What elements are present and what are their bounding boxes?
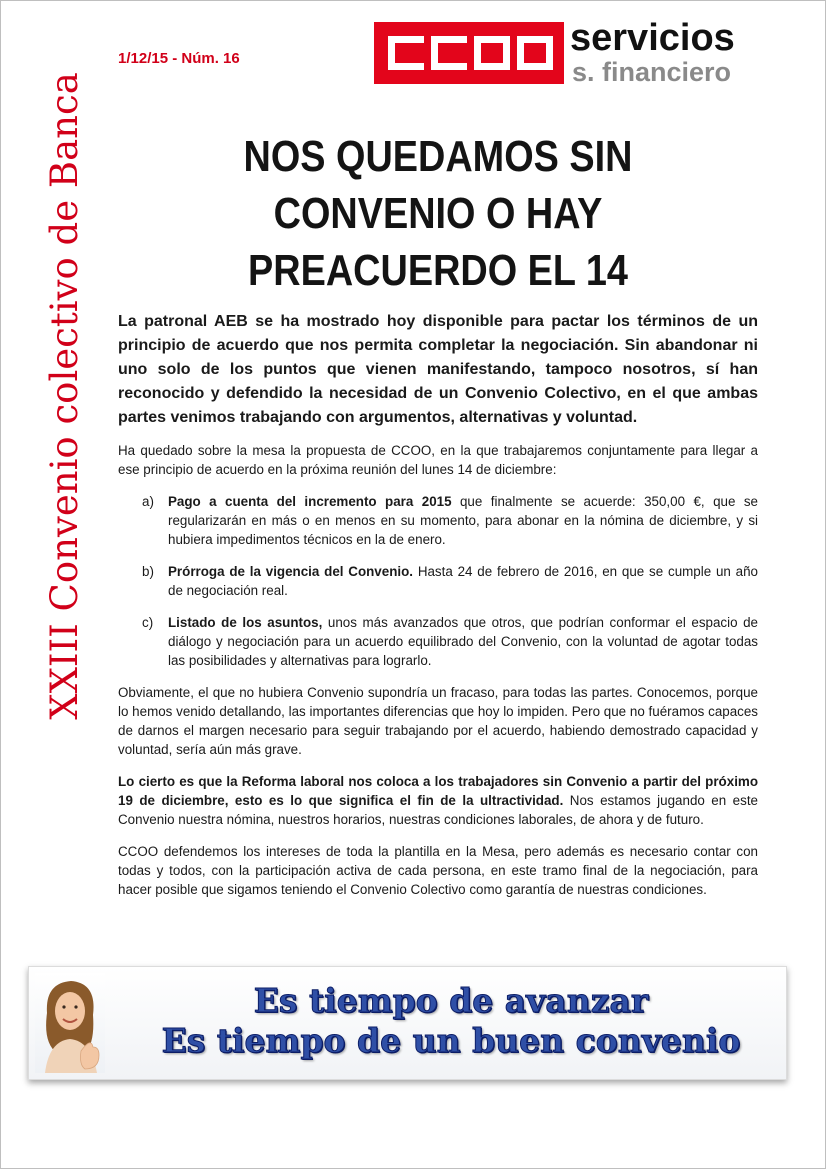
- headline: NOS QUEDAMOS SIN CONVENIO O HAY PREACUERDO EL 14: [243, 132, 633, 295]
- list-item: [118, 492, 758, 549]
- paragraph-reform-text: Nos estamos jugando en este Convenio nuestra nómina, nuestros horarios, nuestras condiciones laborales, de ahora y de futuro.: [118, 793, 758, 827]
- list-item-text: unos más avanzados que otros, que podrían conformar el espacio de diálogo y negociación para un acuerdo equilibrado del Convenio, con la voluntad de agotar todas las posibilidades y alternativas para lograrlo.: [168, 615, 758, 668]
- ccoo-logo-letters: [374, 22, 564, 84]
- list-letter: a): [142, 494, 154, 509]
- list-letter: b): [142, 564, 154, 579]
- list-item-heading: Prórroga de la vigencia del Convenio.: [168, 564, 414, 579]
- list-item-text: que finalmente se acuerde: 350,00 €, que se regularizarán en más o en menos en su momento, para abonar en la nómina de diciembre, y si hubiera impedimentos técnicos en la de enero.: [168, 494, 759, 547]
- lead-paragraph: La patronal AEB se ha mostrado hoy disponible para pactar los términos de un principio de acuerdo que nos permita completar la negociación. Sin abandonar ni uno solo de los puntos que vienen manifestando, tampoco nosotros, sí han reconocido y defendido la necesidad de un Convenio Colectivo, en el que ambas partes venimos trabajando con argumentos, alternativas y voluntad.: [118, 313, 758, 426]
- list-item-text: Hasta 24 de febrero de 2016, en que se cumple un año de negociación real.: [168, 564, 759, 598]
- banner-slogan-line1: Es tiempo de avanzar: [253, 981, 649, 1020]
- paragraph-proposal: Ha quedado sobre la mesa la propuesta de CCOO, en la que trabajaremos conjuntamente para llegar a ese principio de acuerdo en la próxima reunión del lunes 14 de diciembre:: [118, 443, 758, 477]
- article-body: [118, 310, 758, 912]
- list-item: [118, 562, 758, 600]
- proposal-list: [118, 492, 758, 670]
- paragraph-reform-bold: Lo cierto es que la Reforma laboral nos coloca a los trabajadores sin Convenio a partir del próximo 19 de diciembre, esto es lo que significa el fin de la ultractividad.: [118, 774, 758, 808]
- issue-date-number: 1/12/15 - Núm. 16: [118, 50, 240, 67]
- list-letter: c): [142, 615, 154, 630]
- paragraph-closing: CCOO defendemos los intereses de toda la plantilla en la Mesa, pero además es necesario contar con todas y todos, con la participación activa de cada persona, en este tramo final de la negociación, para hacer posible que sigamos teniendo el Convenio Colectivo como garantía de nuestras condiciones.: [118, 844, 758, 897]
- paragraph-reform: [118, 772, 758, 829]
- brand-servicios: servicios: [570, 17, 735, 59]
- woman-thumbs-up-photo: [35, 973, 105, 1073]
- campaign-banner: [28, 966, 787, 1080]
- brand-sector: s. financiero: [572, 57, 732, 87]
- paragraph-consequences: Obviamente, el que no hubiera Convenio supondría un fracaso, para todas las partes. Conocemos, porque lo hemos venido detallando, las importantes diferencias que hoy lo impiden. Pero que no fuéramos capaces de darnos el margen necesario para seguir trabajando por el acuerdo, habiendo demostrado capacidad y voluntad, sería aún más grave.: [118, 685, 758, 757]
- list-item-heading: Pago a cuenta del incremento para 2015: [168, 494, 452, 509]
- ccoo-logo: [374, 22, 564, 84]
- list-item: [118, 613, 758, 670]
- banner-slogan-line2: Es tiempo de un buen convenio: [161, 1021, 741, 1060]
- vertical-series-title: XXIII Convenio colectivo de Banca: [43, 72, 86, 720]
- list-item-heading: Listado de los asuntos,: [168, 615, 323, 630]
